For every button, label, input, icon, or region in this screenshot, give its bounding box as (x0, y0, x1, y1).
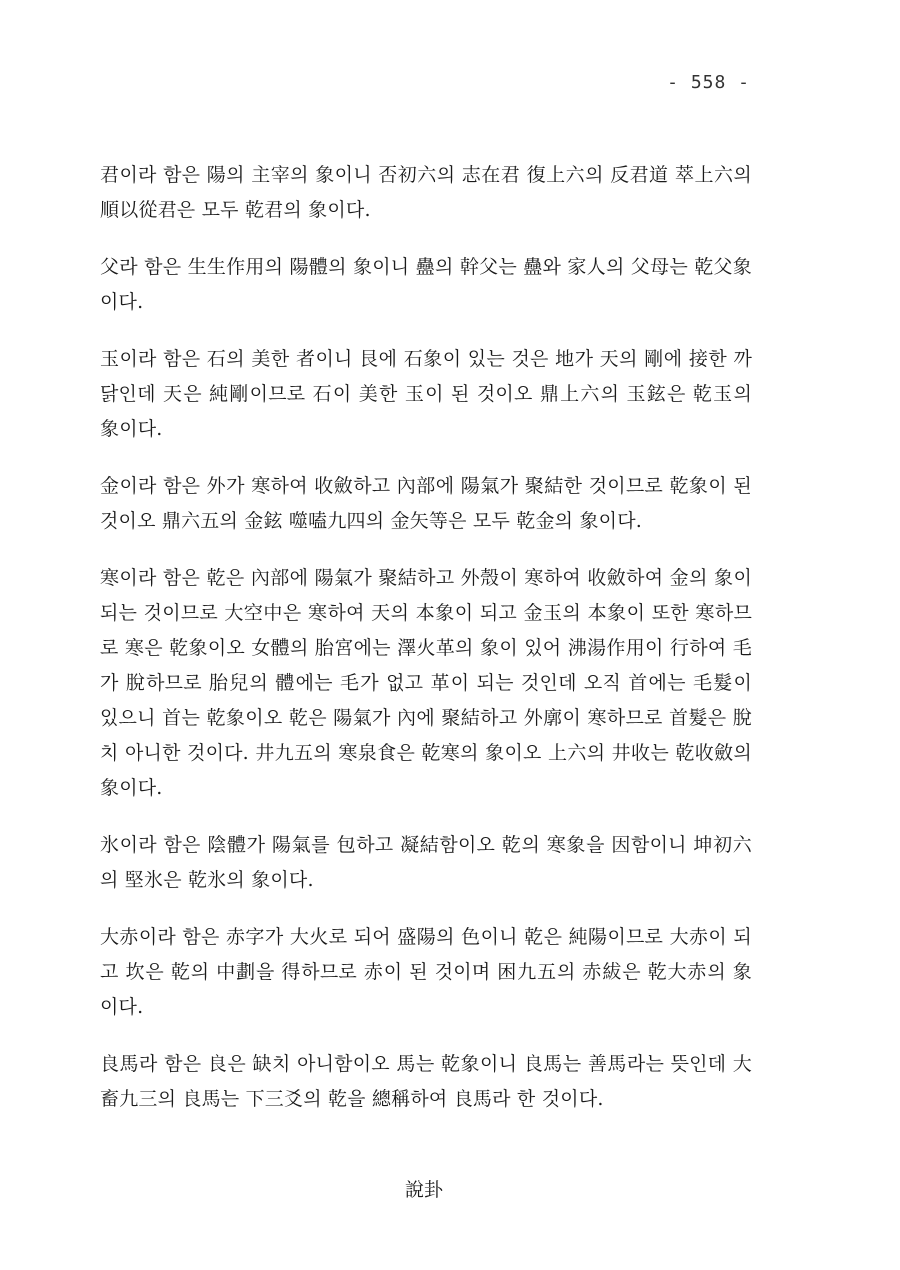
paragraph-daejeok: 大赤이라 함은 赤字가 大火로 되어 盛陽의 色이니 乾은 純陽이므로 大赤이 되고 坎은 乾의 中劃을 得하므로 赤이 된 것이며 困九五의 赤紱은 乾大赤의 象이다. (100, 926, 752, 1018)
footer-chapter-title: 說卦 (404, 1179, 443, 1201)
page-number: - 558 - (667, 72, 750, 93)
document-body (100, 158, 752, 1139)
paragraph-yangma: 良馬라 함은 良은 缺치 아니함이오 馬는 乾象이니 良馬는 善馬라는 뜻인데 大畜九三의 良馬는 下三爻의 乾을 總稱하여 良馬라 한 것이다. (100, 1053, 752, 1110)
paragraph-bing: 氷이라 함은 陰體가 陽氣를 包하고 凝結함이오 乾의 寒象을 因함이니 坤初六의 堅氷은 乾氷의 象이다. (100, 834, 752, 891)
paragraph-han: 寒이라 함은 乾은 內部에 陽氣가 聚結하고 外殼이 寒하여 收斂하여 金의 象이 되는 것이므로 大空中은 寒하여 天의 本象이 되고 金玉의 本象이 또한 寒하므로 寒은 乾象이오 女體의 胎宮에는 澤火革의 象이 있어 沸湯作用이 行하여 毛가 脫하므로 胎兒의 體에는 毛가 없고 革이 되는 것인데 오직 首에는 毛髮이 있으니 首는 乾象이오 乾은 陽氣가 內에 聚結하고 外廓이 寒하므로 首髮은 脫치 아니한 것이다. 井九五의 寒泉食은 乾寒의 象이오 上六의 井收는 乾收斂의 象이다. (100, 567, 752, 799)
paragraph-bu: 父라 함은 生生作用의 陽體의 象이니 蠱의 幹父는 蠱와 家人의 父母는 乾父象이다. (100, 256, 752, 313)
paragraph-jun: 君이라 함은 陽의 主宰의 象이니 否初六의 志在君 復上六의 反君道 萃上六의 順以從君은 모두 乾君의 象이다. (100, 164, 752, 221)
paragraph-ok: 玉이라 함은 石의 美한 者이니 艮에 石象이 있는 것은 地가 天의 剛에 接한 까닭인데 天은 純剛이므로 石이 美한 玉이 된 것이오 鼎上六의 玉鉉은 乾玉의 象이다. (100, 348, 752, 440)
paragraph-geum: 金이라 함은 外가 寒하여 收斂하고 內部에 陽氣가 聚結한 것이므로 乾象이 된 것이오 鼎六五의 金鉉 噬嗑九四의 金矢等은 모두 乾金의 象이다. (100, 475, 752, 532)
